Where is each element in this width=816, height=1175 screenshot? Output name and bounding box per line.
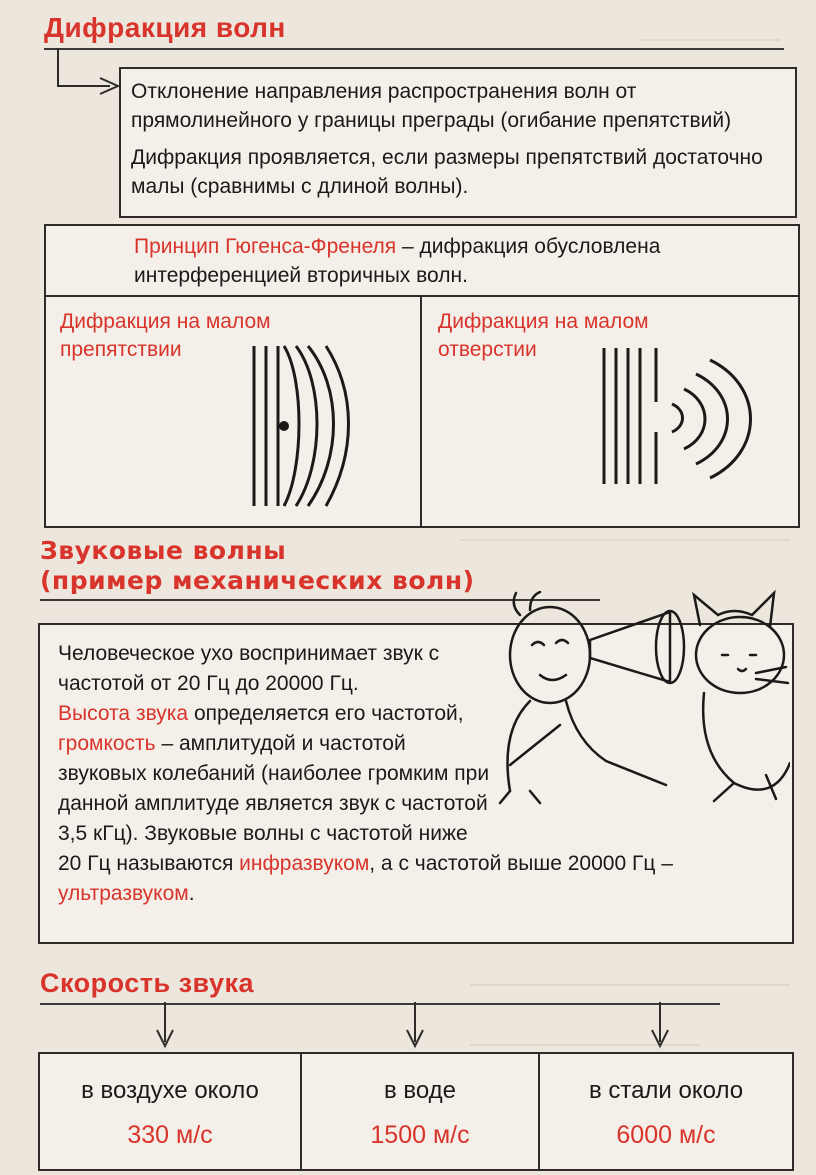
diffraction-principle-box — [44, 224, 800, 528]
speed-table — [38, 1052, 794, 1171]
aperture-diffraction-diagram — [594, 344, 784, 494]
loudness-text: – амплитудой и частотой звуковых колебаний (наиболее громким при данной амплитуде является звук с частотой 3,5 кГц). — [58, 732, 490, 845]
pitch-text: определяется его частотой, — [188, 702, 464, 725]
speed-air-value: 330 м/с — [127, 1121, 213, 1149]
aperture-title: Дифракция на малом отверстии — [438, 310, 649, 361]
loudness-term: громкость — [58, 732, 156, 755]
diffraction-heading-rule — [44, 48, 784, 50]
infrasound-term: инфразвуком — [239, 852, 370, 875]
sound-heading-line2: (пример механических волн) — [40, 566, 475, 595]
obstacle-diffraction-diagram — [244, 338, 374, 518]
principle-divider — [46, 295, 798, 297]
diffraction-definition-box — [119, 67, 797, 218]
ultrasound-text: , а с частотой выше 20000 Гц – — [369, 852, 673, 875]
speed-steel-label: в стали около — [588, 1077, 744, 1104]
speed-water-value: 1500 м/с — [370, 1121, 470, 1149]
speed-water-label: в воде — [383, 1077, 457, 1104]
ultrasound-term: ультразвуком — [58, 882, 189, 905]
speed-air-cell — [40, 1074, 300, 1152]
diffraction-heading: Дифракция волн — [44, 12, 286, 43]
cells-divider — [420, 295, 422, 526]
sound-text-flow — [58, 639, 783, 909]
infrasound-text: Звуковые волны с частотой ниже 20 Гц называются — [58, 822, 468, 875]
principle-text: – дифракция обусловлена интерференцией вторичных волн. — [134, 235, 661, 287]
speed-air-label: в воздухе около — [81, 1077, 259, 1104]
pitch-term: Высота звука — [58, 702, 189, 725]
diffraction-condition: Дифракция проявляется, если размеры препятствий достаточно малы (сравнимы с длиной волны). — [131, 146, 763, 198]
speed-connector-arrows — [60, 1002, 760, 1057]
sound-text-end: . — [188, 882, 195, 905]
diffraction-definition: Отклонение направления распространения волн от прямолинейного у границы преграды (огибание препятствий) — [131, 80, 732, 132]
illustration-float-spacer — [493, 639, 783, 834]
obstacle-title: Дифракция на малом препятствии — [60, 310, 271, 361]
principle-term: Принцип Гюгенса-Френеля — [134, 235, 397, 258]
speed-heading: Скорость звука — [40, 968, 255, 998]
speed-steel-value: 6000 м/с — [616, 1121, 716, 1149]
hearing-range: Человеческое ухо воспринимает звук с частотой от 20 Гц до 20000 Гц. — [58, 642, 440, 695]
speed-water-cell — [302, 1074, 538, 1152]
speed-steel-cell — [540, 1074, 792, 1152]
sound-heading-line1: Звуковые волны — [40, 536, 287, 565]
